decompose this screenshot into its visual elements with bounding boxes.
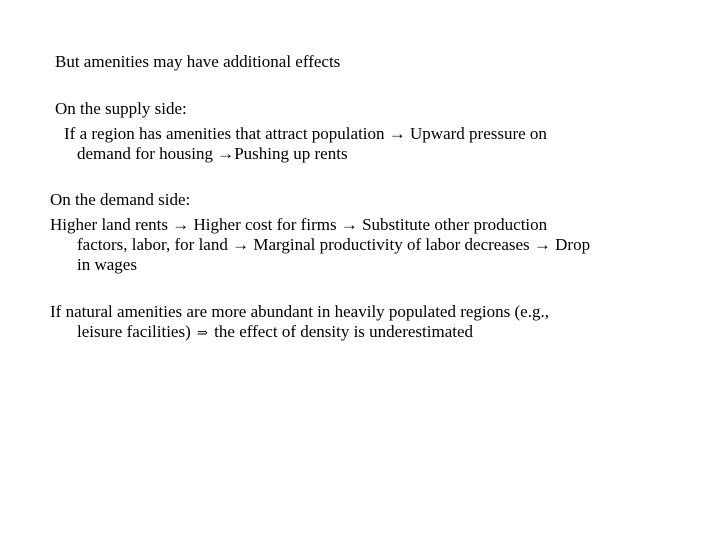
natural-amenities-line-2	[77, 322, 473, 343]
supply-side-line-2: demand for housing →Pushing up rents	[77, 144, 348, 163]
demand-side-line-3: in wages	[77, 255, 137, 274]
demand-side-title: On the demand side:	[50, 190, 191, 209]
natural-amenities-line-1: If natural amenities are more abundant in heavily populated regions (e.g.,	[50, 302, 549, 321]
implies-arrow-icon: ⇒	[197, 325, 208, 340]
natural-amenities-line-2-end: the effect of density is underestimated	[214, 322, 474, 341]
natural-amenities-line-2-start: leisure facilities)	[77, 322, 191, 341]
demand-side-line-1: Higher land rents → Higher cost for firms → Substitute other production	[50, 215, 548, 234]
demand-side-line-2: factors, labor, for land → Marginal productivity of labor decreases → Drop	[77, 235, 591, 254]
slide-heading: But amenities may have additional effects	[55, 52, 341, 71]
supply-side-line-1: If a region has amenities that attract population → Upward pressure on	[64, 124, 547, 143]
supply-side-title: On the supply side:	[55, 99, 187, 118]
